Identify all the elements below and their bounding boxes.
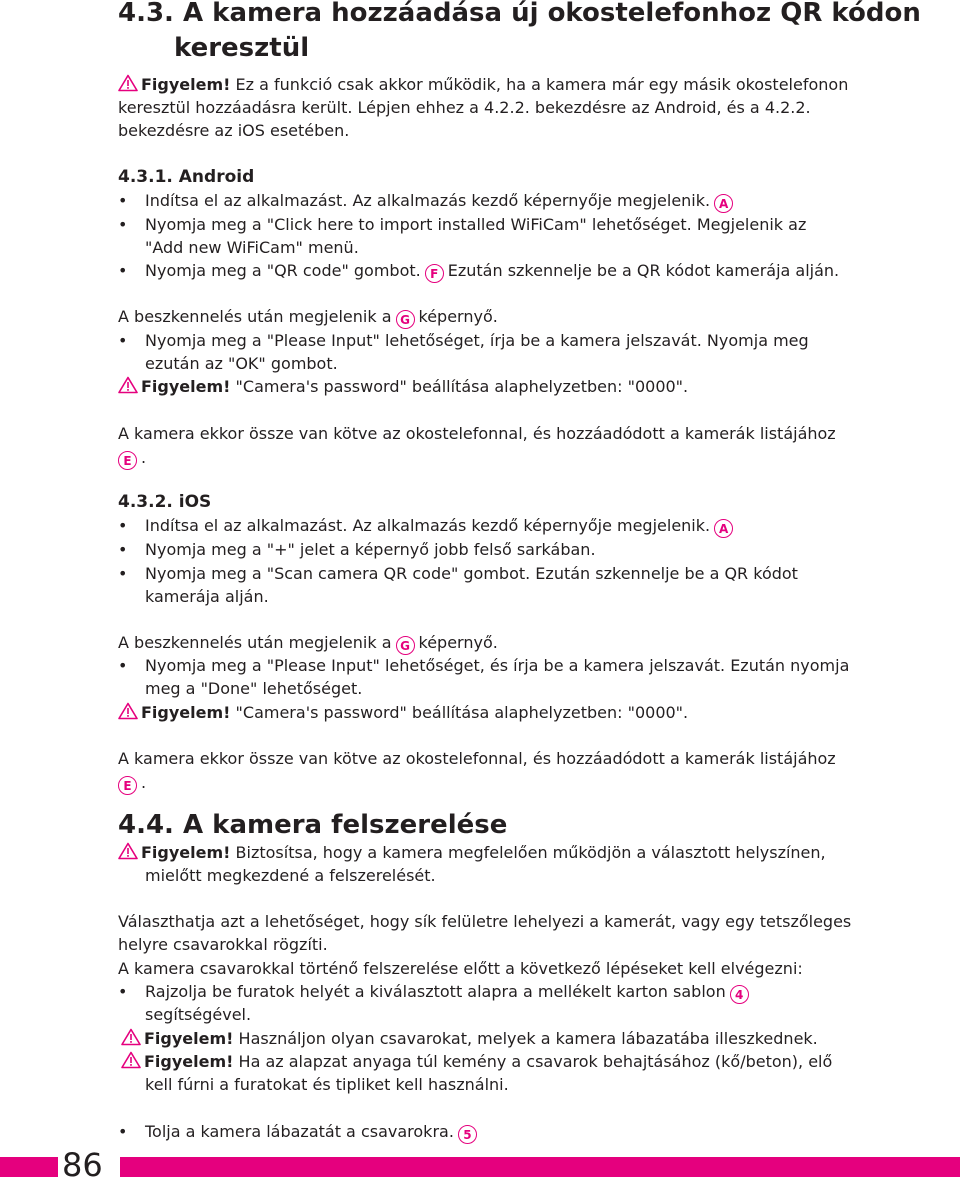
section-title-4-3-cont: keresztül [174, 33, 310, 63]
marker-a: A [714, 519, 733, 538]
warning-triangle-icon [118, 702, 138, 720]
bullet: • [118, 982, 128, 1001]
paragraph-cont: E . [118, 446, 908, 470]
bullet: • [118, 261, 128, 280]
paragraph-cont: E . [118, 771, 908, 795]
marker-e: E [118, 451, 137, 470]
subsection-heading-android: 4.3.1. Android [118, 167, 255, 187]
warning-text-line: keresztül hozzáadásra került. Lépjen ehhez a 4.2.2. bekezdésre az Android, és a 4.2.2. [118, 98, 811, 117]
list-item-cont: ezután az "OK" gombot. [145, 354, 338, 373]
list-item-cont: "Add new WiFiCam" menü. [145, 238, 359, 257]
list-item-cont: segítségével. [145, 1005, 252, 1024]
list-item-cont: meg a "Done" lehetőséget. [145, 679, 363, 698]
bullet: • [118, 540, 128, 559]
warning-triangle-icon [118, 376, 138, 394]
list-item: Tolja a kamera lábazatát a csavarokra. 5 [145, 1120, 905, 1144]
warning-triangle-icon [118, 842, 138, 860]
section-title-4-4: 4.4. A kamera felszerelése [118, 810, 508, 840]
marker-f: F [425, 264, 444, 283]
paragraph: A kamera ekkor össze van kötve az okostelefonnal, és hozzáadódott a kamerák listájához [118, 424, 836, 443]
list-item-cont: kamerája alján. [145, 587, 269, 606]
bullet: • [118, 215, 128, 234]
list-item: Nyomja meg a "QR code" gombot. F Ezután szkennelje be a QR kódot kamerája alján. [145, 261, 840, 281]
list-item: Nyomja meg a "Click here to import installed WiFiCam" lehetőséget. Megjelenik az [145, 215, 807, 234]
bullet: • [118, 331, 128, 350]
paragraph: Választhatja azt a lehetőséget, hogy sík felületre lehelyezi a kamerát, vagy egy tetszőleges [118, 912, 852, 931]
marker-5: 5 [458, 1125, 477, 1144]
list-item: Nyomja meg a "+" jelet a képernyő jobb felső sarkában. [145, 540, 596, 559]
warning-note: Figyelem! Használjon olyan csavarokat, melyek a kamera lábazatába illeszkednek. [121, 1027, 818, 1050]
marker-a: A [714, 194, 733, 213]
warning-note [118, 73, 848, 96]
paragraph: A kamera csavarokkal történő felszerelése előtt a következő lépéseket kell elvégezni: [118, 959, 803, 978]
warning-label: Figyelem! [141, 75, 231, 94]
warning-note: Figyelem! Biztosítsa, hogy a kamera megfelelően működjön a választott helyszínen, [118, 841, 826, 864]
paragraph: A beszkennelés után megjelenik a G képernyő. [118, 633, 498, 653]
paragraph-cont: helyre csavarokkal rögzíti. [118, 935, 328, 954]
warning-text: Ez a funkció csak akkor működik, ha a kamera már egy másik okostelefonon [230, 75, 849, 94]
bullet: • [118, 656, 128, 675]
warning-triangle-icon [121, 1028, 141, 1046]
list-item: Indítsa el az alkalmazást. Az alkalmazás kezdő képernyője megjelenik. A [145, 189, 905, 213]
marker-e: E [118, 776, 137, 795]
bullet: • [118, 191, 128, 210]
paragraph: A beszkennelés után megjelenik a G képernyő. [118, 307, 498, 327]
bullet: • [118, 564, 128, 583]
list-item: Rajzolja be furatok helyét a kiválasztott alapra a mellékelt karton sablon 4 [145, 980, 905, 1004]
warning-triangle-icon [118, 74, 138, 92]
subsection-heading-ios: 4.3.2. iOS [118, 492, 212, 512]
marker-g: G [396, 636, 415, 655]
warning-note: Figyelem! "Camera's password" beállítása alaphelyzetben: "0000". [118, 375, 688, 398]
footer-bar-left [0, 1157, 58, 1177]
warning-text-line: mielőtt megkezdené a felszerelését. [145, 866, 436, 885]
footer-bar-right [120, 1157, 960, 1177]
list-item: Nyomja meg a "Please Input" lehetőséget, írja be a kamera jelszavát. Nyomja meg [145, 331, 809, 350]
page-number: 86 [62, 1146, 103, 1184]
warning-triangle-icon [121, 1051, 141, 1069]
list-item: Nyomja meg a "Please Input" lehetőséget, és írja be a kamera jelszavát. Ezután nyomja [145, 656, 850, 675]
list-item: Indítsa el az alkalmazást. Az alkalmazás kezdő képernyője megjelenik. A [145, 514, 905, 538]
warning-note: Figyelem! "Camera's password" beállítása alaphelyzetben: "0000". [118, 701, 688, 724]
warning-text-line: kell fúrni a furatokat és tipliket kell használni. [145, 1075, 509, 1094]
warning-text-line: bekezdésre az iOS esetében. [118, 121, 350, 140]
section-title-4-3: 4.3. A kamera hozzáadása új okostelefonhoz QR kódon [118, 0, 921, 28]
bullet: • [118, 1122, 128, 1141]
marker-g: G [396, 310, 415, 329]
bullet: • [118, 516, 128, 535]
list-item: Nyomja meg a "Scan camera QR code" gombot. Ezután szkennelje be a QR kódot [145, 564, 798, 583]
paragraph: A kamera ekkor össze van kötve az okostelefonnal, és hozzáadódott a kamerák listájához [118, 749, 836, 768]
warning-note: Figyelem! Ha az alapzat anyaga túl kemény a csavarok behajtásához (kő/beton), elő [121, 1050, 832, 1073]
marker-4: 4 [730, 985, 749, 1004]
